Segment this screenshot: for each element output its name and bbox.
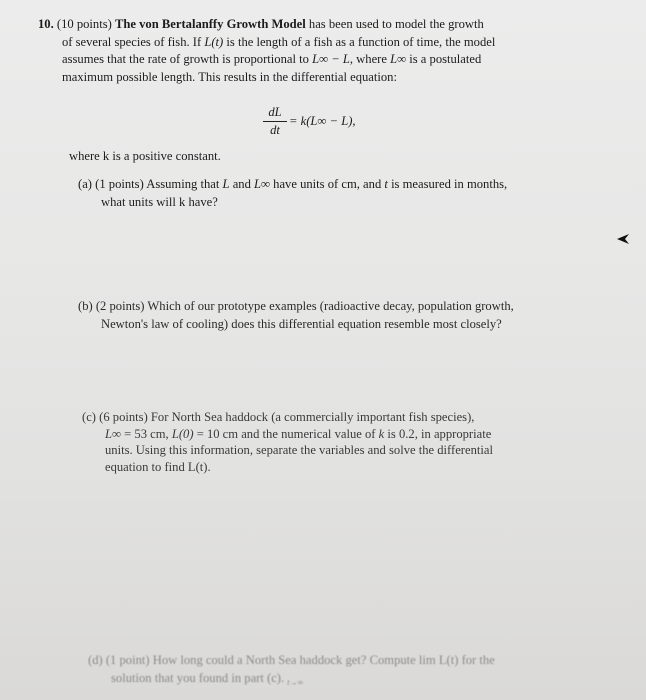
part-a-text: is measured in months, bbox=[391, 177, 508, 191]
part-c-line-3: units. Using this information, separate the variables and solve the differential bbox=[105, 443, 493, 457]
part-b-text: Which of our prototype examples (radioactive decay, population growth, bbox=[147, 299, 514, 313]
question-10-text: maximum possible length. This results in the differential equation: bbox=[62, 69, 397, 84]
question-10-line-3 bbox=[38, 51, 598, 69]
part-d bbox=[88, 652, 588, 691]
derivative-fraction bbox=[263, 105, 287, 138]
symbol-L-of-t: L(t) bbox=[204, 34, 224, 49]
part-points: (1 points) bbox=[95, 177, 144, 191]
question-points: (10 points) bbox=[56, 17, 112, 31]
part-d-line-1 bbox=[88, 652, 588, 670]
part-points: (1 point) bbox=[105, 653, 150, 667]
part-points: (6 points) bbox=[99, 410, 148, 424]
fraction-numerator: dL bbox=[268, 105, 282, 119]
part-d-text: solution that you found in part (c). bbox=[111, 670, 285, 685]
part-d-text: How long could a North Sea haddock get? Compute lim L(t) for the bbox=[152, 653, 495, 667]
part-label: (d) bbox=[88, 653, 103, 667]
symbol-L-inf: L∞ bbox=[105, 426, 121, 441]
part-c-line-4: equation to find L(t). bbox=[105, 459, 211, 474]
question-10-text: is a postulated bbox=[409, 52, 482, 66]
part-b-line-2: Newton's law of cooling) does this differential equation resemble most closely? bbox=[101, 316, 502, 331]
fraction-bar bbox=[263, 121, 287, 122]
symbol-L0: L(0) bbox=[171, 426, 194, 441]
part-c-text: For North Sea haddock (a commercially important fish species), bbox=[150, 410, 475, 424]
part-a-text: and bbox=[232, 177, 251, 191]
question-number: 10. bbox=[38, 17, 54, 31]
symbol-k: k bbox=[378, 426, 385, 441]
part-d-line-2 bbox=[88, 670, 588, 692]
mouse-cursor-icon bbox=[616, 232, 630, 246]
symbol-t: t bbox=[384, 177, 388, 191]
question-10-text: assumes that the rate of growth is proportional to bbox=[62, 52, 309, 66]
question-10-line-2 bbox=[38, 34, 598, 52]
symbol-L-inf: L∞ bbox=[390, 52, 407, 66]
equation-rhs: = k(L∞ − L), bbox=[289, 114, 356, 128]
symbol-L-inf-minus-L: L∞ − L bbox=[312, 52, 350, 66]
part-a bbox=[78, 176, 578, 211]
part-c-text: is 0.2, in appropriate bbox=[387, 426, 492, 441]
part-c-line-2 bbox=[82, 426, 582, 443]
question-10-text: , where bbox=[349, 52, 387, 66]
part-c bbox=[82, 409, 582, 475]
symbol-L: L bbox=[222, 177, 230, 191]
part-a-line-2: what units will k have? bbox=[101, 194, 218, 209]
part-a-text: have units of cm, and bbox=[273, 177, 382, 191]
fraction-denominator: dt bbox=[270, 123, 280, 137]
part-c-text: = 53 cm, bbox=[124, 426, 169, 441]
question-10-text: is the length of a fish as a function of time, the model bbox=[226, 34, 496, 49]
model-name: The von Bertalanffy Growth Model bbox=[114, 17, 306, 31]
question-10-text: of several species of fish. If bbox=[62, 34, 202, 49]
part-c-text: = 10 cm and the numerical value of bbox=[196, 426, 376, 441]
part-label: (a) bbox=[78, 177, 92, 191]
question-10 bbox=[38, 16, 598, 86]
part-label: (c) bbox=[82, 410, 96, 424]
part-c-line-1 bbox=[82, 409, 582, 426]
limit-subscript: t→∞ bbox=[287, 677, 304, 687]
question-10-line-1 bbox=[38, 16, 598, 34]
part-b bbox=[78, 298, 598, 333]
part-a-line-1 bbox=[78, 176, 578, 194]
part-points: (2 points) bbox=[95, 299, 145, 313]
part-b-line-1 bbox=[78, 298, 598, 316]
question-10-text: has been used to model the growth bbox=[308, 17, 484, 31]
question-10-line-4 bbox=[38, 69, 598, 87]
part-a-text: Assuming that bbox=[146, 177, 220, 191]
part-label: (b) bbox=[78, 299, 93, 313]
symbol-L-inf: L∞ bbox=[254, 177, 271, 191]
differential-equation bbox=[257, 105, 417, 143]
where-statement: where k is a positive constant. bbox=[69, 149, 221, 163]
